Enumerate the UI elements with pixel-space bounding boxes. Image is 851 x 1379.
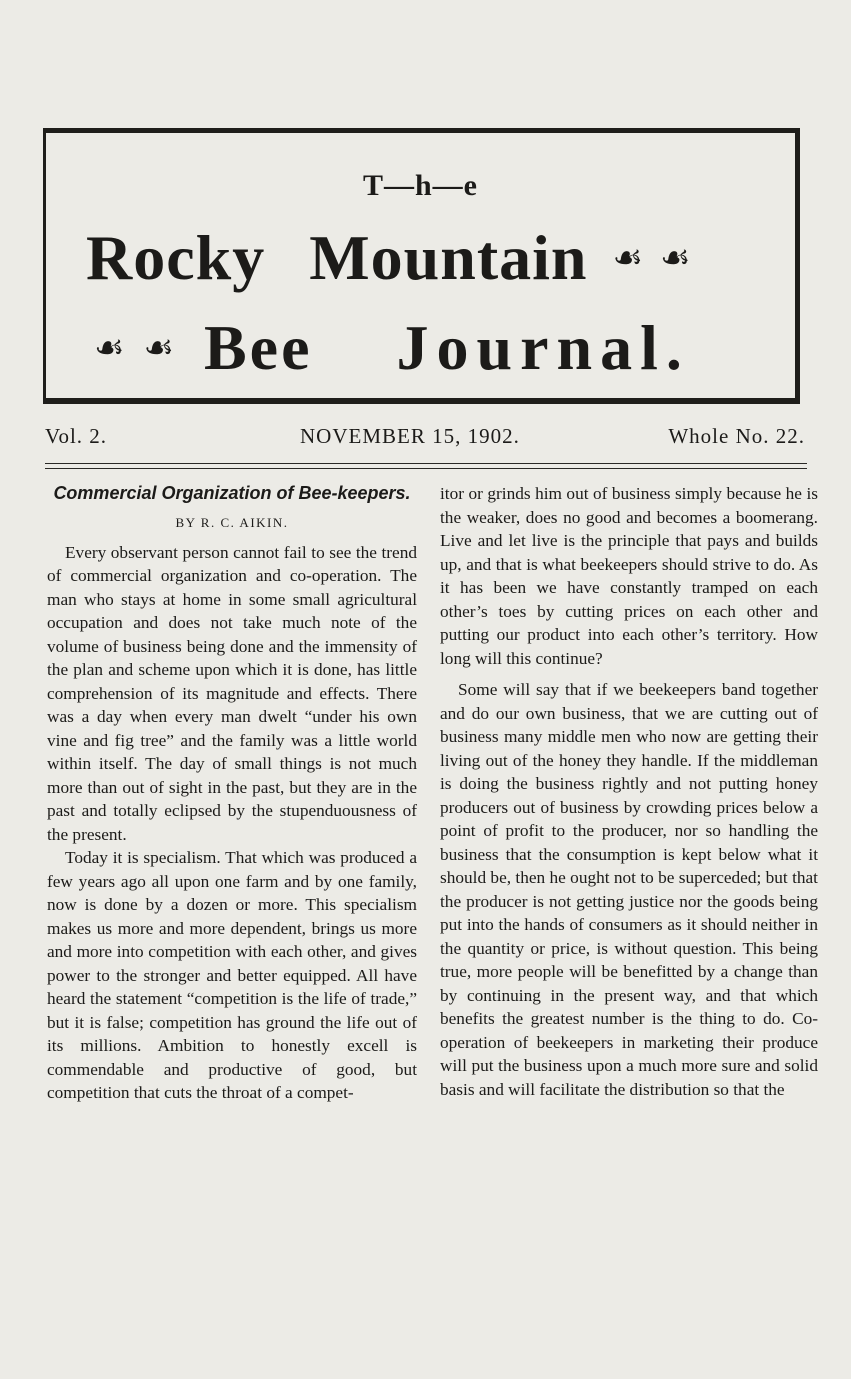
masthead-word-rocky: Rocky [86,222,266,293]
masthead-line-1 [86,221,699,295]
leaf-ornament-icon: ☙ [659,240,692,277]
article-byline: BY R. C. AIKIN. [175,515,289,530]
volume-label: Vol. 2. [45,424,108,448]
header-rule-top [45,463,807,464]
masthead-line-2 [86,311,690,385]
issue-date: NOVEMBER 15, 1902. [300,424,520,448]
article-paragraph: Every observant person cannot fail to see the trend of commercial organization and co-operation. The man who stays at home in some small agricultural occupation and does not take much note of the volume of business being done and the immensity of the plan and scheme upon which it is done, has little comprehension of its magnitude and effects. There was a day when every man dwelt “under his own vine and fig tree” and the family was a little world within itself. The day of small things is not much more than out of sight in the past, but they are in the past and totally eclipsed by the stupenduousness of the present. [47,542,417,844]
column-right [440,482,818,1101]
masthead-word-journal: Journal. [396,312,690,383]
masthead-word-mountain: Mountain [309,222,588,293]
article-paragraph: Today it is specialism. That which was produced a few years ago all upon one farm and by one family, now is done by a dozen or more. This specialism makes us more and more dependent, brings us more and more into competition with each other, and gives power to the stronger and better equipped. All have heard the statement “competition is the life of trade,” but it is false; competition has ground the life out of its millions. Ambition to honestly excell is commendable and productive of good, but competition that cuts the throat of a compet- [47,848,417,1102]
header-rule-bottom [45,468,807,469]
masthead-the: T—h—e [362,169,478,202]
whole-number-label: Whole No. 22. [668,424,805,448]
leaf-ornament-icon: ☙ [94,330,128,367]
issue-line [45,424,805,454]
leaf-ornament-icon: ☙ [612,240,644,277]
article-paragraph: itor or grinds him out of business simply because he is the weaker, does no good and becomes a boomerang. Live and let live is the principle that pays and builds up, and that is what beekeepers should strive to do. As it has been we have constantly tramped on each other’s toes by cutting prices on each other and putting our product into each other’s territory. How long will this continue? [440,484,818,668]
column-left [47,482,417,1105]
masthead-word-bee: Bee [203,312,313,383]
article-title: Commercial Organization of Bee-keepers. [53,483,411,503]
masthead-frame [43,128,800,404]
article-paragraph: Some will say that if we beekeepers band together and do our own business, that we are cutting out of business many middle men who now are getting their living out of the honey they handle. If the middleman is doing the business rightly and not putting honey producers out of business by crowding prices below a point of profit to the producer, nor so handling the business that the consumption is kept below what it should be, then he ought not to be superceded; but that the producer is not getting justice nor the goods being put into the hands of consumers as it should neither in the quantity or price, is without question. This being true, more people will be benefitted by a change than by continuing in the present way, and that which benefits the greatest number is the thing to do. Co-operation of beekeepers in marketing their produce will put the business upon a much more sure and solid basis and will facilitate the distribution so that the [440,680,818,1099]
leaf-ornament-icon: ☙ [143,330,177,367]
